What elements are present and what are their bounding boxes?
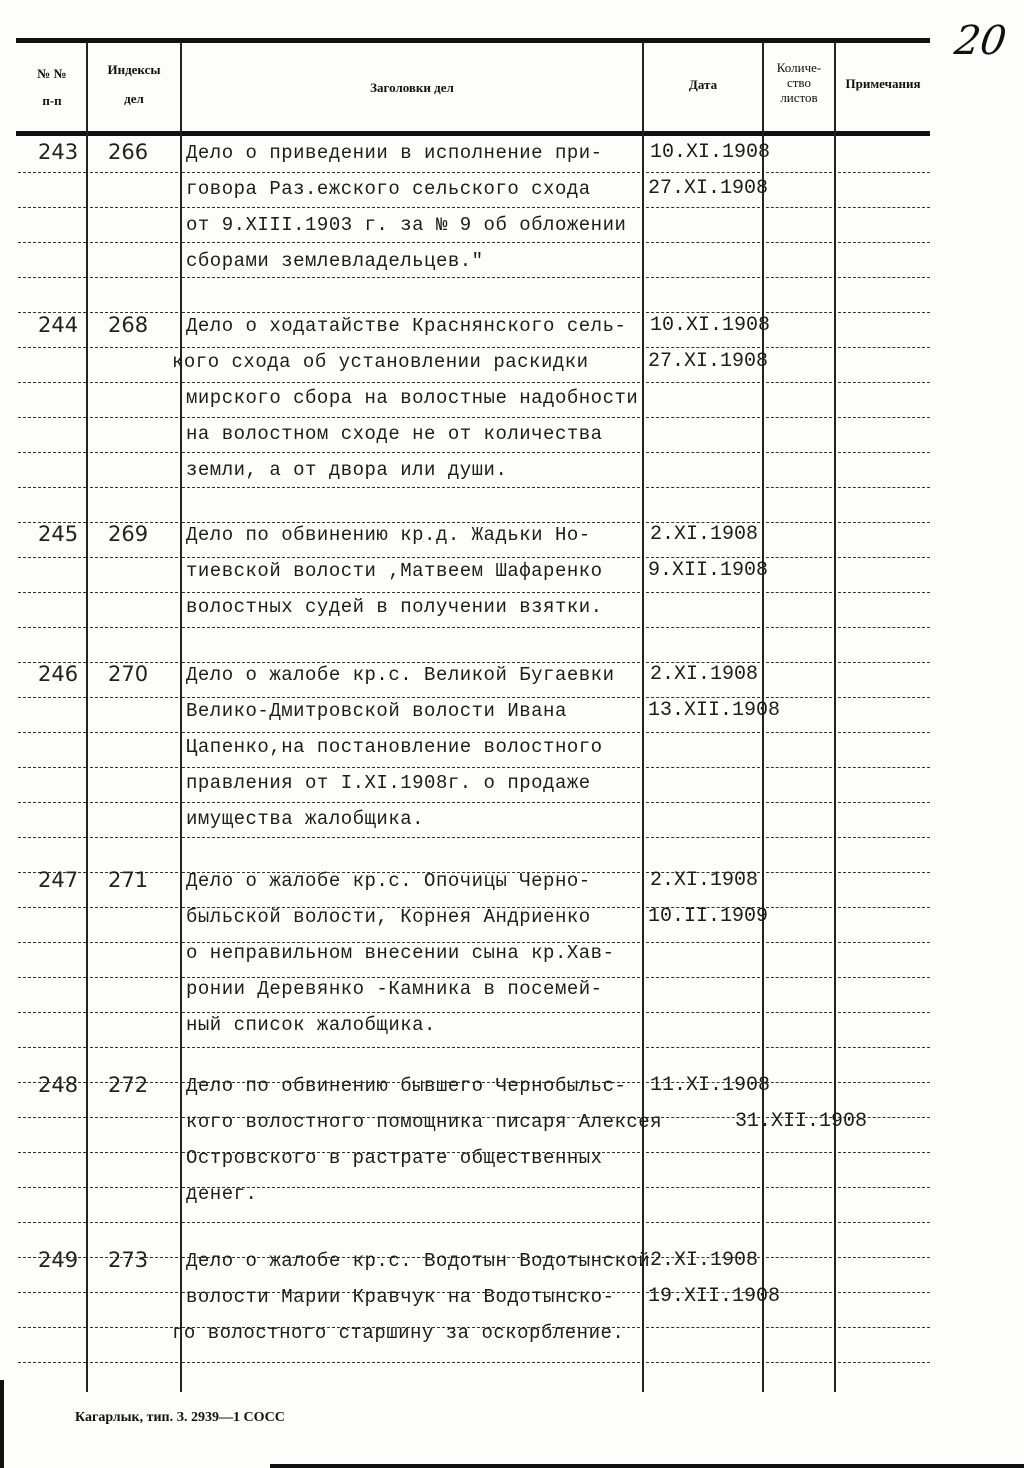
row-rule	[766, 312, 832, 313]
row-rule	[646, 942, 760, 943]
footer-imprint: Кагарлык, тип. З. 2939—1 СОСС	[75, 1410, 285, 1425]
row-rule	[18, 417, 86, 418]
row-rule	[90, 1327, 178, 1328]
row-rule	[182, 417, 640, 418]
row-rule	[766, 347, 832, 348]
row-rule	[18, 907, 86, 908]
row-rule	[18, 592, 86, 593]
row-rule	[18, 1187, 86, 1188]
row-rule	[838, 592, 930, 593]
entry-title-line: тиевской волости ,Матвеем Шафаренко	[186, 560, 603, 582]
entry-title-line: мирского сбора на волостные надобности	[186, 387, 639, 409]
entry-date-from: 11.XI.1908	[650, 1074, 771, 1097]
row-rule	[838, 627, 930, 628]
col-border-num	[86, 42, 88, 1392]
header-index-line2: дел	[124, 91, 144, 106]
entry-date-from: 2.XI.1908	[650, 523, 759, 546]
row-rule	[182, 1047, 640, 1048]
row-rule	[18, 1117, 86, 1118]
row-rule	[182, 1362, 640, 1363]
row-rule	[90, 767, 178, 768]
row-rule	[838, 1187, 930, 1188]
entry-title-line: денег.	[186, 1183, 258, 1205]
row-rule	[838, 802, 930, 803]
row-rule	[90, 1187, 178, 1188]
row-rule	[182, 767, 640, 768]
row-rule	[646, 1327, 760, 1328]
row-rule	[646, 732, 760, 733]
row-rule	[766, 1222, 832, 1223]
row-rule	[90, 347, 178, 348]
entry-title-line: Дело по обвинению бывшего Чернобыльс-	[186, 1075, 627, 1097]
row-rule	[90, 452, 178, 453]
row-rule	[182, 207, 640, 208]
row-rule	[18, 767, 86, 768]
row-rule	[182, 382, 640, 383]
row-rule	[766, 732, 832, 733]
entry-title-line: земли, а от двора или души.	[186, 459, 508, 481]
row-rule	[18, 172, 86, 173]
row-rule	[646, 242, 760, 243]
row-rule	[90, 627, 178, 628]
row-rule	[766, 207, 832, 208]
header-sheets-line3: листов	[780, 90, 818, 105]
row-rule	[766, 1327, 832, 1328]
header-num-line1: № №	[37, 66, 67, 81]
entry-title-line: волости Марии Кравчук на Водотынско-	[186, 1286, 615, 1308]
row-rule	[90, 697, 178, 698]
entry-index: 268	[108, 313, 149, 337]
row-rule	[18, 732, 86, 733]
row-rule	[18, 1152, 86, 1153]
row-rule	[646, 172, 760, 173]
entry-index: 266	[108, 140, 149, 164]
row-rule	[766, 242, 832, 243]
row-rule	[90, 732, 178, 733]
row-rule	[182, 277, 640, 278]
entry-number: 246	[38, 662, 79, 686]
row-rule	[18, 1327, 86, 1328]
row-rule	[90, 1117, 178, 1118]
header-index-line1: Индексы	[107, 62, 161, 77]
row-rule	[646, 767, 760, 768]
entry-title-line: волостных судей в получении взятки.	[186, 596, 603, 618]
entry-title-line: Дело о жалобе кр.с. Великой Бугаевки	[186, 664, 615, 686]
row-rule	[766, 942, 832, 943]
entry-index: 273	[108, 1248, 149, 1272]
row-rule	[766, 802, 832, 803]
entry-number: 248	[38, 1073, 79, 1097]
row-rule	[18, 1012, 86, 1013]
header-num	[18, 66, 86, 108]
entry-title-line: говора Раз.ежского сельского схода	[186, 178, 591, 200]
row-rule	[90, 1012, 178, 1013]
entry-title-line: Дело о жалобе кр.с. Водотын Водотынской	[186, 1250, 651, 1272]
entry-index: 270	[108, 662, 149, 686]
row-rule	[90, 1222, 178, 1223]
row-rule	[182, 627, 640, 628]
row-rule	[18, 697, 86, 698]
row-rule	[766, 1012, 832, 1013]
row-rule	[90, 977, 178, 978]
entry-date-to: 9.XII.1908	[648, 559, 769, 582]
entry-date-to: 27.XI.1908	[648, 177, 769, 200]
row-rule	[182, 557, 640, 558]
row-rule	[182, 662, 640, 663]
row-rule	[646, 207, 760, 208]
row-rule	[838, 522, 930, 523]
row-rule	[646, 417, 760, 418]
row-rule	[838, 697, 930, 698]
row-rule	[646, 1152, 760, 1153]
row-rule	[766, 872, 832, 873]
row-rule	[838, 837, 930, 838]
header-index	[88, 62, 180, 106]
row-rule	[838, 347, 930, 348]
entry-title-line: на волостном сходе не от количества	[186, 423, 603, 445]
row-rule	[90, 942, 178, 943]
row-rule	[182, 1222, 640, 1223]
row-rule	[766, 662, 832, 663]
entry-date-to: 10.II.1909	[648, 905, 769, 928]
row-rule	[646, 1047, 760, 1048]
row-rule	[838, 277, 930, 278]
entry-date-to: 27.XI.1908	[648, 350, 769, 373]
header-date: Дата	[688, 77, 718, 92]
row-rule	[646, 277, 760, 278]
row-rule	[182, 347, 640, 348]
row-rule	[838, 557, 930, 558]
row-rule	[182, 1012, 640, 1013]
row-rule	[766, 1152, 832, 1153]
row-rule	[838, 662, 930, 663]
row-rule	[182, 592, 640, 593]
row-rule	[838, 1362, 930, 1363]
row-rule	[766, 837, 832, 838]
row-rule	[18, 1362, 86, 1363]
row-rule	[838, 172, 930, 173]
row-rule	[90, 802, 178, 803]
row-rule	[182, 522, 640, 523]
row-rule	[838, 417, 930, 418]
row-rule	[182, 837, 640, 838]
row-rule	[90, 1047, 178, 1048]
row-rule	[18, 802, 86, 803]
row-rule	[838, 1152, 930, 1153]
entry-number: 243	[38, 140, 79, 164]
row-rule	[646, 382, 760, 383]
row-rule	[646, 837, 760, 838]
row-rule	[766, 767, 832, 768]
entry-title-line: сборами землевладельцев."	[186, 250, 484, 272]
table-top-rule	[16, 38, 930, 43]
entry-number: 245	[38, 522, 79, 546]
entry-date-from: 10.XI.1908	[650, 314, 771, 337]
col-border-title	[642, 42, 644, 1392]
scan-edge-bottom	[270, 1464, 1024, 1468]
row-rule	[90, 1292, 178, 1293]
row-rule	[766, 697, 832, 698]
row-rule	[766, 1362, 832, 1363]
row-rule	[838, 942, 930, 943]
entry-date-to: 31.XII.1908	[735, 1110, 868, 1133]
row-rule	[838, 312, 930, 313]
col-border-sheets	[834, 42, 836, 1392]
row-rule	[646, 802, 760, 803]
row-rule	[90, 907, 178, 908]
entry-title-line: от 9.XIII.1903 г. за № 9 об обложении	[186, 214, 627, 236]
entry-title-line: ный список жалобщика.	[186, 1014, 436, 1036]
row-rule	[838, 452, 930, 453]
row-rule	[18, 942, 86, 943]
row-rule	[838, 977, 930, 978]
entry-number: 247	[38, 868, 79, 892]
row-rule	[766, 277, 832, 278]
row-rule	[18, 1292, 86, 1293]
entry-title-line: Дело о жалобе кр.с. Опочицы Черно-	[186, 870, 591, 892]
entry-date-from: 2.XI.1908	[650, 869, 759, 892]
header-sheets	[764, 60, 834, 105]
row-rule	[646, 1222, 760, 1223]
entry-title-line: кого волостного помощника писаря Алексея	[186, 1111, 663, 1133]
row-rule	[766, 417, 832, 418]
row-rule	[90, 207, 178, 208]
row-rule	[838, 487, 930, 488]
row-rule	[90, 1152, 178, 1153]
row-rule	[90, 1362, 178, 1363]
row-rule	[182, 487, 640, 488]
row-rule	[646, 312, 760, 313]
row-rule	[838, 1257, 930, 1258]
row-rule	[838, 1327, 930, 1328]
row-rule	[766, 172, 832, 173]
entry-title-line: быльской волости, Корнея Андриенко	[186, 906, 591, 928]
row-rule	[182, 172, 640, 173]
row-rule	[838, 872, 930, 873]
header-title: Заголовки дел	[370, 80, 454, 95]
entry-index: 269	[108, 522, 149, 546]
row-rule	[838, 1222, 930, 1223]
row-rule	[18, 1047, 86, 1048]
row-rule	[646, 1012, 760, 1013]
row-rule	[766, 592, 832, 593]
row-rule	[838, 732, 930, 733]
row-rule	[18, 487, 86, 488]
row-rule	[646, 487, 760, 488]
row-rule	[646, 452, 760, 453]
entry-title-line: Дело о ходатайстве Краснянского сель-	[186, 315, 627, 337]
row-rule	[766, 1047, 832, 1048]
row-rule	[646, 592, 760, 593]
row-rule	[766, 557, 832, 558]
entry-title-line: Велико-Дмитровской волости Ивана	[186, 700, 567, 722]
row-rule	[18, 977, 86, 978]
entry-title-line: имущества жалобщика.	[186, 808, 425, 830]
row-rule	[766, 907, 832, 908]
entry-title-line: Островского в растрате общественных	[186, 1147, 603, 1169]
scan-edge-left	[0, 1380, 4, 1468]
row-rule	[646, 1362, 760, 1363]
row-rule	[182, 697, 640, 698]
entry-title-line: о неправильном внесении сына кр.Хав-	[186, 942, 615, 964]
row-rule	[18, 557, 86, 558]
col-border-index	[180, 42, 182, 1392]
row-rule	[182, 802, 640, 803]
row-rule	[18, 242, 86, 243]
row-rule	[182, 452, 640, 453]
row-rule	[766, 1187, 832, 1188]
row-rule	[838, 767, 930, 768]
row-rule	[18, 207, 86, 208]
row-rule	[838, 242, 930, 243]
entry-date-from: 2.XI.1908	[650, 1249, 759, 1272]
row-rule	[90, 277, 178, 278]
row-rule	[766, 1082, 832, 1083]
entry-date-to: 19.XII.1908	[648, 1285, 781, 1308]
row-rule	[766, 977, 832, 978]
row-rule	[766, 627, 832, 628]
row-rule	[90, 417, 178, 418]
row-rule	[838, 207, 930, 208]
row-rule	[838, 1292, 930, 1293]
row-rule	[18, 1222, 86, 1223]
row-rule	[18, 452, 86, 453]
row-rule	[838, 907, 930, 908]
row-rule	[90, 382, 178, 383]
row-rule	[18, 627, 86, 628]
row-rule	[646, 977, 760, 978]
row-rule	[90, 837, 178, 838]
row-rule	[766, 487, 832, 488]
entry-date-from: 2.XI.1908	[650, 663, 759, 686]
entry-date-from: 10.XI.1908	[650, 141, 771, 164]
row-rule	[646, 1187, 760, 1188]
row-rule	[766, 522, 832, 523]
entry-title-line: го волостного старшину за оскорбление.	[172, 1322, 625, 1344]
row-rule	[646, 627, 760, 628]
row-rule	[18, 837, 86, 838]
row-rule	[838, 1047, 930, 1048]
row-rule	[182, 242, 640, 243]
entry-index: 271	[108, 868, 149, 892]
row-rule	[18, 347, 86, 348]
entry-index: 272	[108, 1073, 149, 1097]
row-rule	[90, 242, 178, 243]
row-rule	[90, 487, 178, 488]
row-rule	[90, 592, 178, 593]
entry-title-line: кого схода об установлении раскидки	[172, 351, 589, 373]
row-rule	[646, 557, 760, 558]
row-rule	[766, 382, 832, 383]
row-rule	[838, 1012, 930, 1013]
row-rule	[646, 697, 760, 698]
header-sheets-line2: ство	[786, 75, 811, 90]
row-rule	[182, 732, 640, 733]
header-sheets-line1: Количе-	[776, 60, 822, 75]
row-rule	[90, 172, 178, 173]
entry-title-line: ронии Деревянко -Камника в посемей-	[186, 978, 603, 1000]
row-rule	[766, 452, 832, 453]
row-rule	[182, 312, 640, 313]
entry-number: 244	[38, 313, 79, 337]
entry-title-line: правления от I.XI.1908г. о продаже	[186, 772, 591, 794]
header-bottom-rule	[16, 131, 930, 136]
entry-title-line: Дело о приведении в исполнение при-	[186, 142, 603, 164]
row-rule	[646, 347, 760, 348]
row-rule	[18, 382, 86, 383]
entry-number: 249	[38, 1248, 79, 1272]
page-number: 20	[951, 18, 1010, 64]
header-num-line2: п-п	[42, 93, 62, 108]
row-rule	[90, 557, 178, 558]
row-rule	[766, 1257, 832, 1258]
row-rule	[838, 382, 930, 383]
entry-title-line: Цапенко,на постановление волостного	[186, 736, 603, 758]
entry-title-line: Дело по обвинению кр.д. Жадьки Но-	[186, 524, 591, 546]
header-notes: Примечания	[845, 76, 921, 91]
row-rule	[18, 277, 86, 278]
entry-date-to: 13.XII.1908	[648, 699, 781, 722]
row-rule	[838, 1082, 930, 1083]
